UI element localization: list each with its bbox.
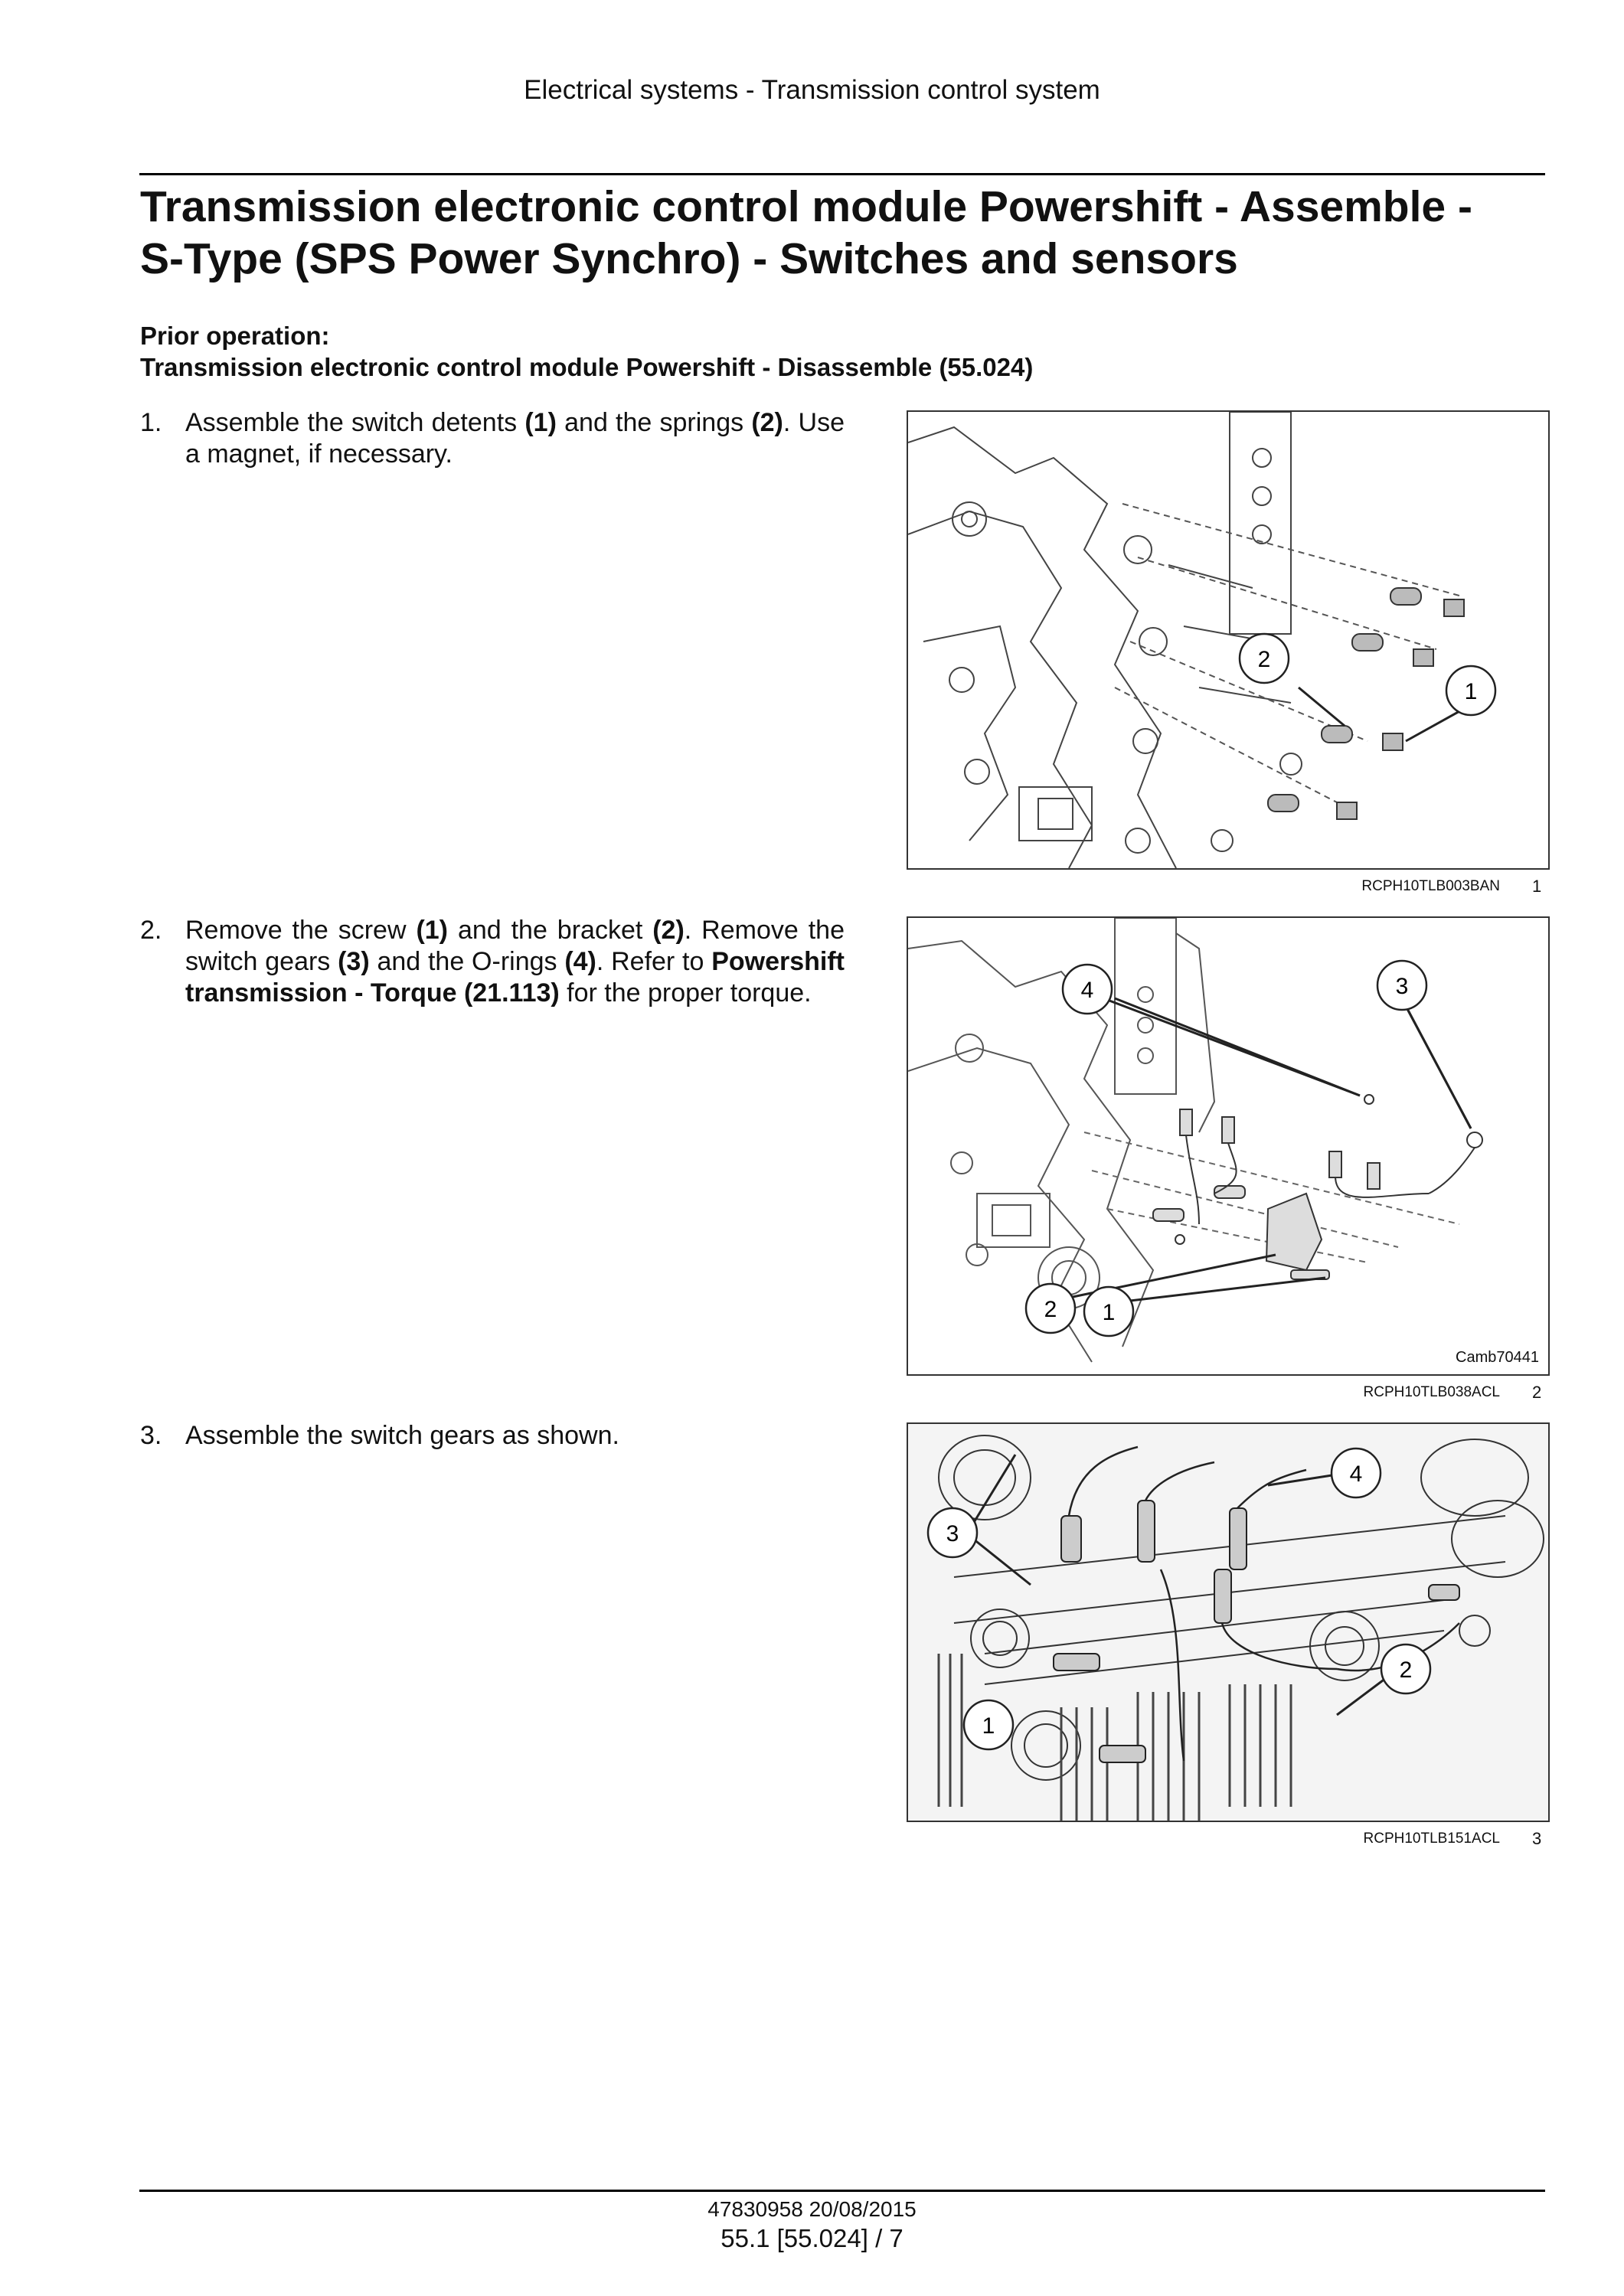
callout-label: 1 — [1102, 1300, 1116, 1325]
figure-3-illustration — [907, 1422, 1550, 1822]
step-text — [185, 1420, 845, 1452]
callout-label: 3 — [946, 1521, 959, 1546]
footer-doc-ref: 47830958 20/08/2015 — [707, 2197, 917, 2221]
callout-label: 1 — [982, 1713, 995, 1739]
figure-2-number: 2 — [1532, 1383, 1542, 1402]
prior-operation-label: Prior operation: — [140, 322, 330, 350]
step-2 — [140, 915, 845, 1009]
figure-3-number: 3 — [1532, 1829, 1542, 1848]
figure-3-code: RCPH10TLB151ACL — [1363, 1831, 1500, 1847]
callout-label: 2 — [1044, 1297, 1057, 1322]
step-text-emphasis: (4) — [564, 947, 596, 976]
footer-page-number: 55.1 [55.024] / 7 — [721, 2224, 903, 2252]
figure-2-drawing — [908, 918, 1548, 1374]
step-text-run: . Refer to — [596, 947, 712, 976]
step-text-run: and the O-rings — [369, 947, 565, 976]
step-number: 1. — [140, 408, 162, 437]
step-text-emphasis: (1) — [524, 408, 557, 437]
step-text-run: . Use a magnet, if necessary. — [185, 408, 845, 469]
prior-operation — [140, 320, 1033, 383]
callout-label: 2 — [1399, 1657, 1413, 1683]
step-text-emphasis: Powershift transmission - Torque (21.113) — [185, 947, 845, 1008]
figure-1-code: RCPH10TLB003BAN — [1361, 878, 1500, 894]
callout-label: 2 — [1257, 647, 1271, 672]
step-text — [185, 407, 845, 470]
running-header: Electrical systems - Transmission control system — [524, 75, 1100, 105]
figure-2-stamp: Camb70441 — [1456, 1349, 1539, 1366]
callout-label: 4 — [1080, 978, 1094, 1003]
callout-label: 4 — [1349, 1462, 1363, 1487]
step-text-run: and the springs — [556, 408, 752, 437]
step-text-run: for the proper torque. — [559, 978, 812, 1008]
step-text-run: Assemble the switch detents — [185, 408, 525, 437]
callout-label: 1 — [1464, 679, 1478, 704]
step-text-run: . Remove the switch gears — [185, 916, 845, 976]
step-text-emphasis: (1) — [416, 916, 449, 945]
step-text-run: Assemble the switch gears as shown. — [185, 1421, 619, 1450]
figure-2-illustration — [907, 916, 1550, 1376]
step-text-emphasis: (2) — [652, 916, 685, 945]
step-text-emphasis: (2) — [751, 408, 783, 437]
page-title-line-2: S-Type (SPS Power Synchro) - Switches and sensors — [140, 234, 1238, 283]
step-text — [185, 915, 845, 1009]
step-3 — [140, 1420, 845, 1452]
step-text-emphasis: (3) — [338, 947, 370, 976]
figure-3-drawing — [908, 1424, 1548, 1821]
step-text-run: and the bracket — [448, 916, 653, 945]
step-number: 2. — [140, 916, 162, 945]
footer-rule — [139, 2190, 1545, 2192]
step-number: 3. — [140, 1421, 162, 1450]
figure-1-number: 1 — [1532, 877, 1542, 896]
page-title — [140, 181, 1541, 285]
figure-2-code: RCPH10TLB038ACL — [1363, 1384, 1500, 1400]
page-title-line-1: Transmission electronic control module Powershift - Assemble - — [140, 182, 1472, 231]
step-1 — [140, 407, 845, 470]
header-rule — [139, 173, 1545, 175]
figure-1-drawing — [908, 412, 1548, 868]
callout-label: 3 — [1395, 974, 1409, 999]
prior-operation-link[interactable]: Transmission electronic control module Powershift - Disassemble (55.024) — [140, 353, 1034, 381]
step-text-run: Remove the screw — [185, 916, 417, 945]
figure-1-illustration — [907, 410, 1550, 870]
